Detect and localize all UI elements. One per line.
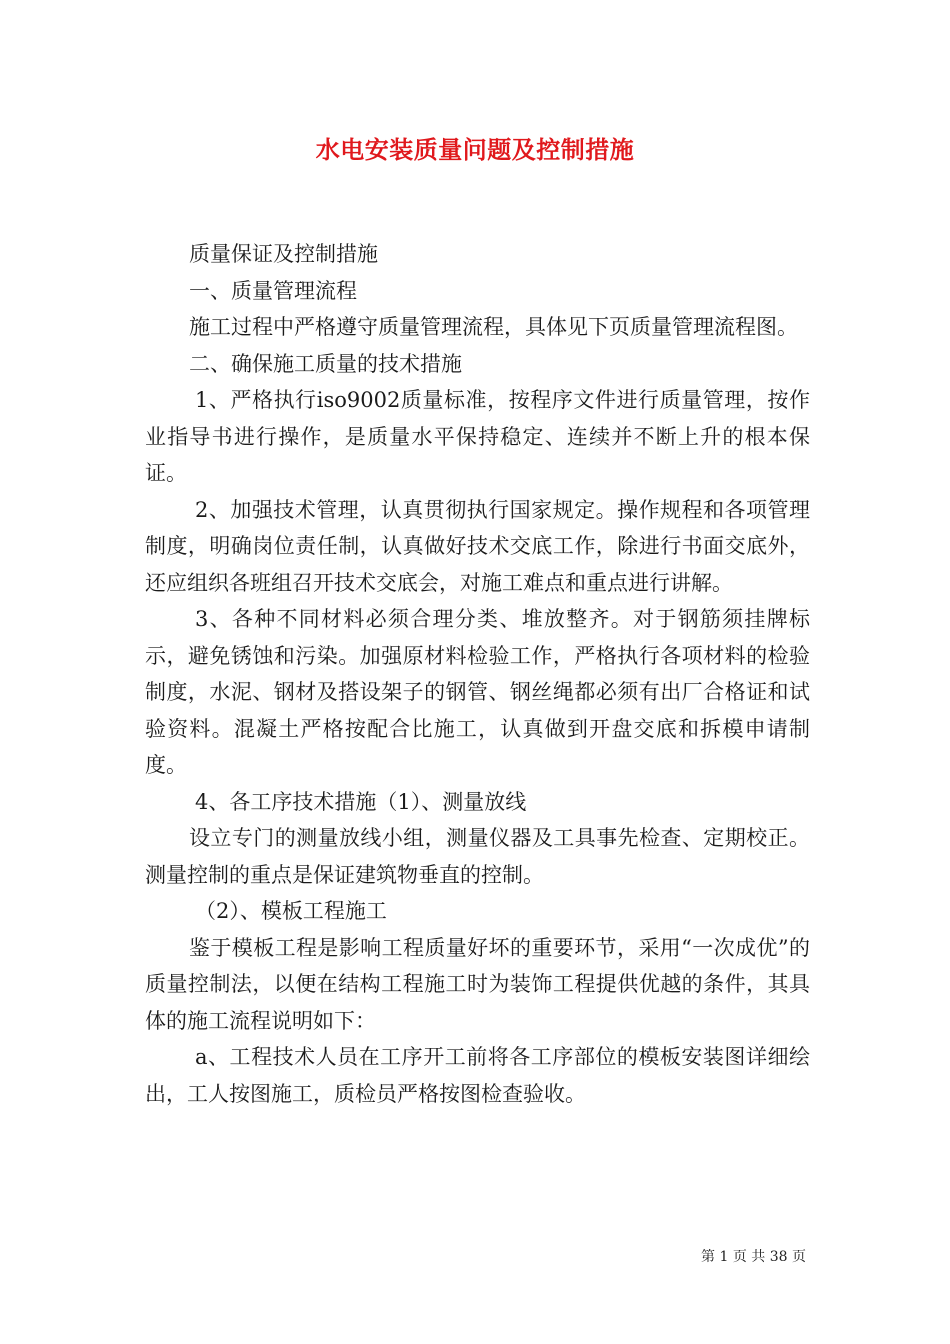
paragraph-item-a: a、工程技术人员在工序开工前将各工序部位的模板安装图详细绘出，工人按图施工，质检员严格按图检查验收。 [145, 1045, 810, 1106]
paragraph-process-description: 施工过程中严格遵守质量管理流程，具体见下页质量管理流程图。 [189, 315, 798, 339]
page-number-footer: 第 1 页 共 38 页 [701, 1249, 806, 1265]
paragraph-formwork-heading: （2）、模板工程施工 [195, 899, 387, 923]
paragraph-item-2: 2、加强技术管理，认真贯彻执行国家规定。操作规程和各项管理制度，明确岗位责任制，认真做好技术交底工作，除进行书面交底外，还应组织各班组召开技术交底会，对施工难点和重点进行讲解。 [145, 497, 810, 595]
paragraph-survey-description: 设立专门的测量放线小组，测量仪器及工具事先检查、定期校正。测量控制的重点是保证建筑物垂直的控制。 [145, 826, 810, 887]
document-title: 水电安装质量问题及控制措施 [315, 135, 635, 164]
paragraph-item-4-heading: 4、各工序技术措施（1）、测量放线 [195, 789, 527, 814]
paragraph-section-2-heading: 二、确保施工质量的技术措施 [189, 351, 462, 376]
paragraph-heading-quality-assurance: 质量保证及控制措施 [189, 242, 378, 266]
document-body [145, 236, 810, 1112]
paragraph-item-1: 1、严格执行iso9002质量标准，按程序文件进行质量管理，按作业指导书进行操作，是质量水平保持稳定、连续并不断上升的根本保证。 [145, 388, 810, 485]
paragraph-formwork-description: 鉴于模板工程是影响工程质量好坏的重要环节，采用“一次成优”的质量控制法，以便在结构工程施工时为装饰工程提供优越的条件，其具体的施工流程说明如下： [145, 935, 810, 1033]
paragraph-section-1-heading: 一、质量管理流程 [189, 278, 357, 303]
paragraph-item-3: 3、各种不同材料必须合理分类、堆放整齐。对于钢筋须挂牌标示，避免锈蚀和污染。加强原材料检验工作，严格执行各项材料的检验制度，水泥、钢材及搭设架子的钢管、钢丝绳都必须有出厂合格证和试验资料。混凝土严格按配合比施工，认真做到开盘交底和拆模申请制度。 [145, 607, 810, 777]
